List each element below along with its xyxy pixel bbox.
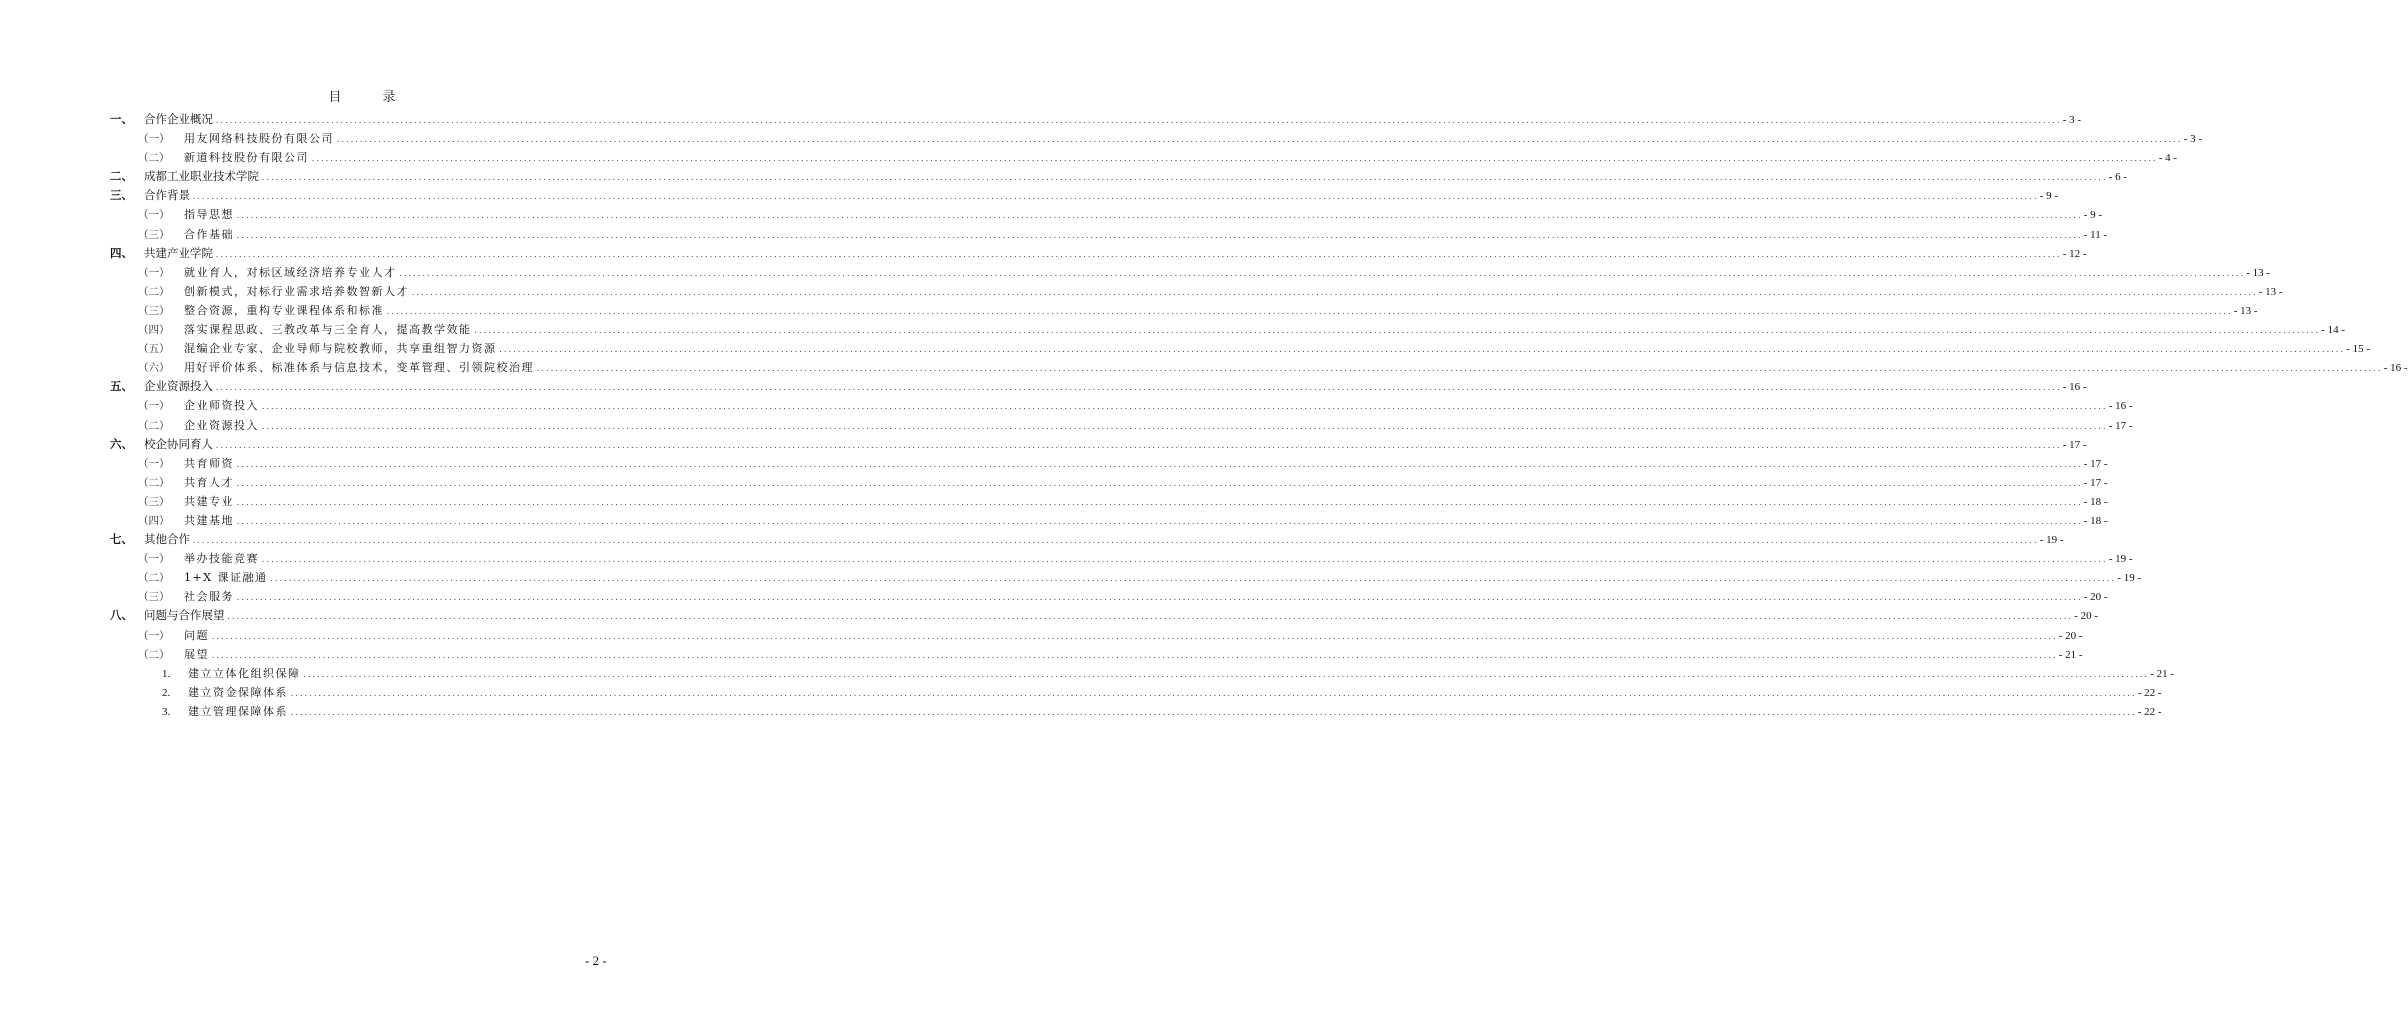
toc-entry-title: 企业师资投入: [184, 399, 259, 413]
toc-dot-leader: ................................................................................................................................................................................................................................................................................................................................................................................................................: [192, 537, 2038, 546]
toc-dot-leader: ................................................................................................................................................................................................................................................................................................................................................................................................................: [411, 288, 2257, 297]
toc-dot-leader: ................................................................................................................................................................................................................................................................................................................................................................................................................: [302, 670, 2149, 679]
toc-dot-leader: ................................................................................................................................................................................................................................................................................................................................................................................................................: [536, 365, 2382, 374]
toc-entry-number: （五）: [138, 343, 170, 356]
toc-entry-number: （六）: [138, 362, 170, 375]
toc-entry-number: （二）: [138, 152, 170, 165]
toc-entry-number: （二）: [138, 648, 170, 661]
toc-entry-title: 建立立体化组织保障: [188, 666, 301, 680]
toc-entry-page: - 22 -: [2137, 686, 2162, 699]
toc-entry-number: 一、: [110, 112, 133, 126]
toc-title: 目 录: [328, 90, 410, 105]
toc-entry-page: - 21 -: [2150, 667, 2175, 680]
toc-entry-number: （二）: [138, 285, 170, 298]
toc-entry[interactable]: [110, 683, 2162, 702]
toc-entry-title: 合作基础: [184, 227, 234, 241]
toc-dot-leader: ................................................................................................................................................................................................................................................................................................................................................................................................................: [236, 460, 2082, 469]
toc-entry-title: 共建产业学院: [144, 245, 213, 260]
toc-entry-number: （二）: [138, 476, 170, 489]
toc-entry-number: （一）: [138, 457, 170, 470]
toc-entry-number: （一）: [138, 400, 170, 413]
toc-entry-number: 五、: [110, 379, 133, 394]
toc-dot-leader: ................................................................................................................................................................................................................................................................................................................................................................................................................: [236, 479, 2082, 488]
toc-dot-leader: ................................................................................................................................................................................................................................................................................................................................................................................................................: [311, 155, 2157, 164]
toc-entry-title: 合作企业概况: [144, 112, 213, 126]
toc-entry[interactable]: [110, 377, 2087, 396]
toc-entry-number: 七、: [110, 532, 133, 547]
toc-dot-leader: ................................................................................................................................................................................................................................................................................................................................................................................................................: [192, 193, 2038, 202]
toc-entry-title: 创新模式，对标行业需求培养数智新人才: [184, 284, 409, 298]
toc-dot-leader: ................................................................................................................................................................................................................................................................................................................................................................................................................: [261, 422, 2107, 431]
toc-entry-page: - 3 -: [2062, 114, 2082, 126]
toc-entry-page: - 17 -: [2083, 457, 2108, 470]
toc-dot-leader: ................................................................................................................................................................................................................................................................................................................................................................................................................: [398, 269, 2245, 278]
toc-entry[interactable]: [110, 702, 2162, 721]
toc-entry-page: - 18 -: [2083, 495, 2108, 508]
toc-entry[interactable]: [110, 587, 2108, 606]
toc-dot-leader: ................................................................................................................................................................................................................................................................................................................................................................................................................: [236, 498, 2082, 507]
toc-entry-title: 共建专业: [184, 494, 234, 508]
toc-entry-page: - 16 -: [2383, 362, 2408, 375]
toc-entry-page: - 19 -: [2108, 553, 2133, 566]
toc-entry-page: - 12 -: [2062, 247, 2087, 260]
toc-entry-title: 成都工业职业技术学院: [144, 169, 259, 184]
toc-dot-leader: ................................................................................................................................................................................................................................................................................................................................................................................................................: [236, 594, 2082, 603]
toc-dot-leader: ................................................................................................................................................................................................................................................................................................................................................................................................................: [236, 212, 2082, 221]
toc-dot-leader: ................................................................................................................................................................................................................................................................................................................................................................................................................: [261, 556, 2107, 565]
table-of-contents: [110, 110, 2408, 721]
toc-entry-title: 社会服务: [184, 590, 234, 604]
toc-dot-leader: ................................................................................................................................................................................................................................................................................................................................................................................................................: [386, 307, 2232, 316]
toc-entry[interactable]: [110, 530, 2064, 549]
toc-entry-page: - 21 -: [2058, 648, 2083, 661]
toc-entry-title: 1+X 课证融通: [184, 571, 268, 585]
toc-dot-leader: ................................................................................................................................................................................................................................................................................................................................................................................................................: [261, 403, 2107, 412]
toc-entry-title: 展望: [184, 647, 209, 661]
toc-entry-number: 三、: [110, 188, 133, 203]
toc-dot-leader: ................................................................................................................................................................................................................................................................................................................................................................................................................: [215, 250, 2061, 259]
toc-entry[interactable]: [110, 301, 2258, 320]
toc-entry-title: 问题: [184, 628, 209, 642]
toc-entry-page: - 17 -: [2062, 438, 2087, 451]
toc-entry-number: （三）: [138, 228, 170, 241]
toc-entry-number: 二、: [110, 169, 133, 184]
toc-entry-number: （一）: [138, 209, 170, 222]
toc-entry[interactable]: [110, 358, 2408, 377]
toc-entry[interactable]: [110, 645, 2083, 664]
toc-entry-page: - 13 -: [2233, 304, 2258, 317]
toc-entry-page: - 17 -: [2083, 476, 2108, 489]
toc-entry-title: 指导思想: [184, 208, 234, 222]
toc-entry[interactable]: [110, 549, 2133, 568]
toc-entry-number: （一）: [138, 266, 170, 279]
toc-entry-page: - 11 -: [2083, 228, 2108, 241]
toc-entry-page: - 13 -: [2246, 266, 2271, 279]
toc-dot-leader: ................................................................................................................................................................................................................................................................................................................................................................................................................: [215, 117, 2061, 125]
toc-dot-leader: ................................................................................................................................................................................................................................................................................................................................................................................................................: [211, 651, 2057, 660]
toc-entry-number: 2.: [162, 686, 171, 699]
toc-dot-leader: ................................................................................................................................................................................................................................................................................................................................................................................................................: [498, 346, 2345, 355]
toc-entry-number: （二）: [138, 419, 170, 432]
toc-entry-page: - 15 -: [2346, 343, 2371, 356]
toc-entry-title: 其他合作: [144, 532, 190, 547]
toc-dot-leader: ................................................................................................................................................................................................................................................................................................................................................................................................................: [236, 517, 2082, 526]
toc-entry-title: 举办技能竞赛: [184, 552, 259, 566]
toc-entry-page: - 16 -: [2108, 400, 2133, 413]
toc-entry[interactable]: [110, 492, 2108, 511]
toc-dot-leader: ................................................................................................................................................................................................................................................................................................................................................................................................................: [236, 231, 2082, 240]
toc-entry[interactable]: [110, 454, 2108, 473]
toc-entry-page: - 3 -: [2183, 133, 2203, 146]
toc-entry-title: 就业育人，对标区域经济培养专业人才: [184, 265, 397, 279]
toc-entry[interactable]: [110, 416, 2133, 435]
toc-entry[interactable]: [110, 473, 2108, 492]
toc-entry[interactable]: [110, 606, 2099, 625]
toc-entry-page: - 20 -: [2074, 610, 2099, 623]
toc-dot-leader: ................................................................................................................................................................................................................................................................................................................................................................................................................: [290, 689, 2136, 698]
toc-entry-page: - 20 -: [2058, 629, 2083, 642]
toc-entry-number: 六、: [110, 436, 133, 451]
toc-entry-number: （四）: [138, 514, 170, 527]
toc-dot-leader: ................................................................................................................................................................................................................................................................................................................................................................................................................: [215, 384, 2061, 393]
toc-entry-number: （三）: [138, 495, 170, 508]
toc-entry[interactable]: [110, 148, 2178, 167]
toc-entry[interactable]: [110, 568, 2142, 587]
toc-entry[interactable]: [110, 205, 2103, 224]
toc-entry-number: 1.: [162, 667, 171, 680]
toc-entry[interactable]: [110, 282, 2283, 301]
toc-entry-page: - 19 -: [2039, 534, 2064, 547]
toc-entry-number: （一）: [138, 629, 170, 642]
toc-entry-title: 建立资金保障体系: [188, 685, 288, 699]
toc-entry-title: 用友网络科技股份有限公司: [184, 132, 334, 146]
toc-dot-leader: ................................................................................................................................................................................................................................................................................................................................................................................................................: [336, 136, 2182, 145]
toc-entry[interactable]: [110, 626, 2083, 645]
toc-entry-page: - 18 -: [2083, 514, 2108, 527]
toc-entry-page: - 22 -: [2137, 705, 2162, 718]
toc-dot-leader: ................................................................................................................................................................................................................................................................................................................................................................................................................: [261, 174, 2107, 183]
toc-entry[interactable]: [110, 129, 2203, 148]
toc-entry-number: （一）: [138, 553, 170, 566]
toc-entry-title: 共育师资: [184, 456, 234, 470]
toc-entry-title: 问题与合作展望: [144, 608, 225, 623]
toc-entry-title: 用好评价体系、标准体系与信息技术，变革管理、引领院校治理: [184, 361, 534, 375]
toc-entry-number: （三）: [138, 591, 170, 604]
toc-entry[interactable]: [110, 339, 2371, 358]
toc-entry[interactable]: [110, 167, 2128, 186]
toc-entry-page: - 9 -: [2083, 209, 2103, 222]
toc-entry-title: 企业资源投入: [184, 418, 259, 432]
toc-entry-number: 八、: [110, 608, 133, 623]
toc-entry-number: 3.: [162, 705, 171, 718]
toc-dot-leader: ................................................................................................................................................................................................................................................................................................................................................................................................................: [269, 575, 2116, 584]
toc-dot-leader: ................................................................................................................................................................................................................................................................................................................................................................................................................: [215, 441, 2061, 450]
toc-entry[interactable]: [110, 225, 2108, 244]
toc-entry-page: - 4 -: [2158, 152, 2178, 165]
toc-entry-number: 四、: [110, 245, 133, 260]
toc-dot-leader: ................................................................................................................................................................................................................................................................................................................................................................................................................: [473, 327, 2320, 336]
toc-entry-title: 共建基地: [184, 513, 234, 527]
toc-entry-title: 建立管理保障体系: [188, 704, 288, 718]
toc-entry-page: - 14 -: [2321, 324, 2346, 337]
toc-entry[interactable]: [110, 435, 2087, 454]
toc-entry-number: （二）: [138, 572, 170, 585]
toc-entry-page: - 17 -: [2108, 419, 2133, 432]
toc-entry-page: - 20 -: [2083, 591, 2108, 604]
toc-entry-page: - 6 -: [2108, 171, 2128, 184]
toc-entry-page: - 19 -: [2117, 572, 2142, 585]
toc-entry-title: 校企协同育人: [144, 436, 213, 451]
toc-entry[interactable]: [110, 263, 2271, 282]
toc-entry-title: 合作背景: [144, 188, 190, 203]
toc-entry-title: 混编企业专家、企业导师与院校教师，共享重组智力资源: [184, 342, 497, 356]
toc-entry[interactable]: [110, 511, 2108, 530]
toc-entry-title: 企业资源投入: [144, 379, 213, 394]
toc-dot-leader: ................................................................................................................................................................................................................................................................................................................................................................................................................: [290, 708, 2136, 717]
toc-entry-page: - 13 -: [2258, 285, 2283, 298]
toc-entry[interactable]: [110, 664, 2175, 683]
toc-entry[interactable]: [110, 396, 2133, 415]
toc-entry[interactable]: [110, 320, 2346, 339]
toc-entry-number: （三）: [138, 304, 170, 317]
toc-dot-leader: ................................................................................................................................................................................................................................................................................................................................................................................................................: [211, 632, 2057, 641]
toc-entry[interactable]: [110, 244, 2087, 263]
toc-dot-leader: ................................................................................................................................................................................................................................................................................................................................................................................................................: [226, 613, 2073, 622]
toc-entry-title: 整合资源，重构专业课程体系和标准: [184, 303, 384, 317]
toc-entry-title: 新道科技股份有限公司: [184, 151, 309, 165]
toc-entry-page: - 16 -: [2062, 381, 2087, 394]
toc-entry-number: （四）: [138, 324, 170, 337]
toc-entry[interactable]: [110, 110, 2082, 129]
toc-entry-title: 落实课程思政、三教改革与三全育人，提高教学效能: [184, 323, 472, 337]
toc-entry[interactable]: [110, 186, 2059, 205]
page-number: - 2 -: [585, 953, 607, 968]
toc-entry-title: 共育人才: [184, 475, 234, 489]
toc-entry-number: （一）: [138, 133, 170, 146]
toc-entry-page: - 9 -: [2039, 190, 2059, 203]
